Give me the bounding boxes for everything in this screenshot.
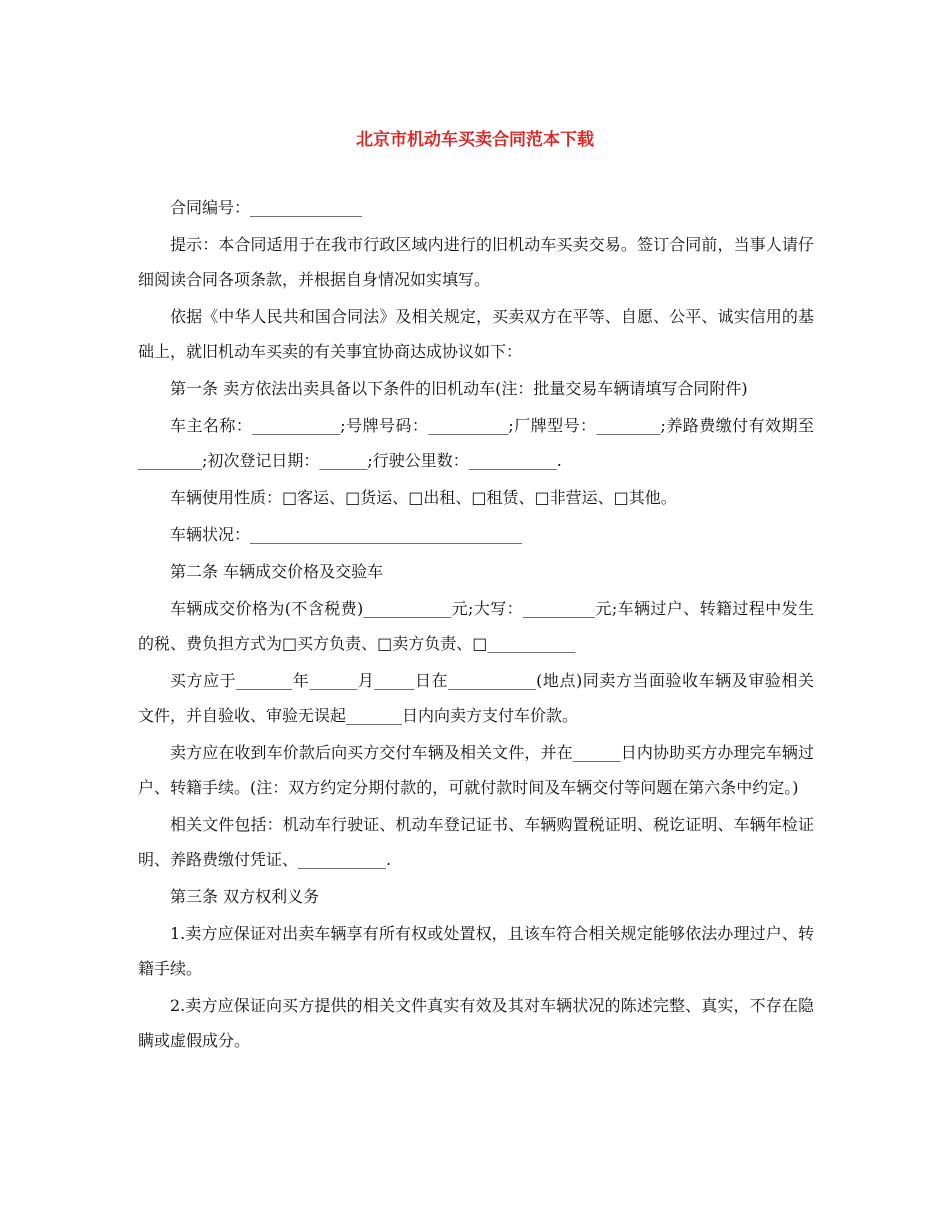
- document-body: [138, 190, 814, 1058]
- price-paragraph: 车辆成交价格为(不含税费)___________元;大写：_________元;车辆过户、转籍过程中发生的税、费负担方式为□买方负责、□卖方负责、□___________: [138, 599, 814, 653]
- article-1-heading: 第一条 卖方依法出卖具备以下条件的旧机动车(注：批量交易车辆请填写合同附件): [170, 379, 748, 398]
- inspection-paragraph: 买方应于_______年______月_____日在___________(地点)同卖方当面验收车辆及审验相关文件，并自验收、审验无误起_______日内向卖方支付车价款。: [138, 671, 814, 725]
- obligation-1: 1.卖方应保证对出卖车辆享有所有权或处置权，且该车符合相关规定能够依法办理过户、转籍手续。: [138, 924, 814, 978]
- article-2-heading: 第二条 车辆成交价格及交验车: [170, 562, 384, 581]
- basis-paragraph: 依据《中华人民共和国合同法》及相关规定，买卖双方在平等、自愿、公平、诚实信用的基础上，就旧机动车买卖的有关事宜协商达成协议如下：: [138, 307, 814, 361]
- documents-paragraph: 相关文件包括：机动车行驶证、机动车登记证书、车辆购置税证明、税讫证明、车辆年检证明、养路费缴付凭证、___________.: [138, 815, 814, 869]
- vehicle-info-paragraph: 车主名称：___________;号牌号码：__________;厂牌型号：________;养路费缴付有效期至________;初次登记日期：______;行驶公里数：___________.: [138, 416, 814, 470]
- article-3-heading: 第三条 双方权利义务: [170, 887, 320, 906]
- notice-paragraph: 提示：本合同适用于在我市行政区域内进行的旧机动车买卖交易。签订合同前，当事人请仔细阅读合同各项条款，并根据自身情况如实填写。: [138, 235, 814, 289]
- obligation-2: 2.卖方应保证向买方提供的相关文件真实有效及其对车辆状况的陈述完整、真实，不存在隐瞒或虚假成分。: [138, 996, 814, 1050]
- vehicle-condition-line: 车辆状况：__________________________________: [170, 525, 523, 544]
- delivery-paragraph: 卖方应在收到车价款后向买方交付车辆及相关文件，并在______日内协助买方办理完车辆过户、转籍手续。(注：双方约定分期付款的，可就付款时间及车辆交付等问题在第六条中约定。): [138, 743, 814, 797]
- contract-number-line: 合同编号：______________: [170, 198, 363, 217]
- usage-type-line: 车辆使用性质：□客运、□货运、□出租、□租赁、□非营运、□其他。: [170, 488, 677, 507]
- document-title: 北京市机动车买卖合同范本下载: [356, 130, 594, 150]
